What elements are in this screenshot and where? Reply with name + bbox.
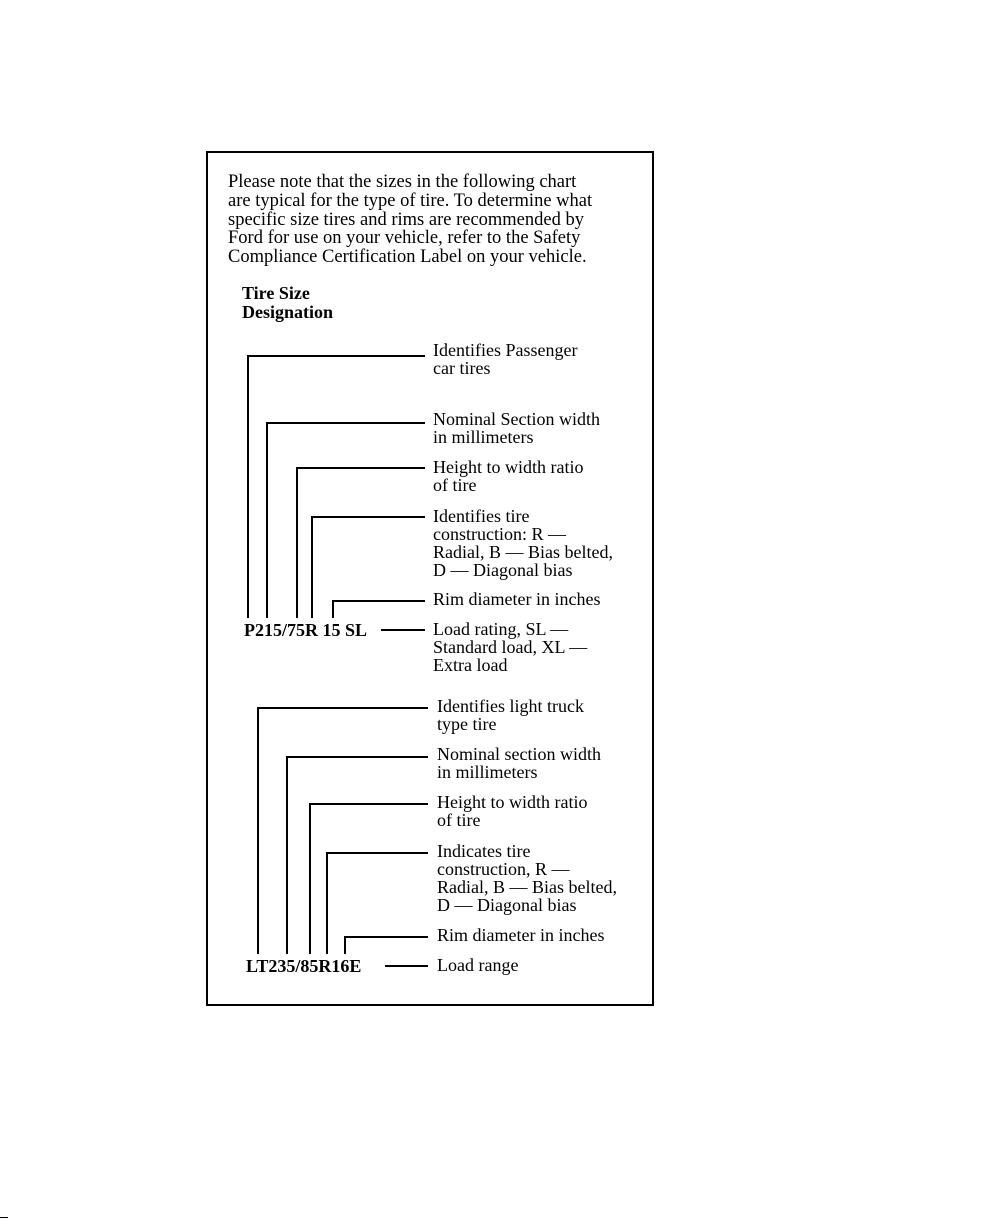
truck-label-section-width: Nominal section width in millimeters <box>437 744 601 782</box>
truck-label-construction: Indicates tire construction, R — Radial, B — Bias belted, D — Diagonal bias <box>437 841 617 915</box>
truck-label-tire-type: Identifies light truck type tire <box>437 696 584 734</box>
intro-note: Please note that the sizes in the following chart are typical for the type of tire. To determine what specific size tires and rims are recommended by Ford for use on your vehicle, refer to the Safety Compliance Certification Label on your vehicle. <box>228 172 593 268</box>
truck-label-load-range: Load range <box>437 955 519 975</box>
truck-tire-code: LT235/85R16E <box>246 956 362 976</box>
passenger-leader-2 <box>267 423 425 618</box>
page-edge-mark <box>0 1217 8 1218</box>
passenger-leader-3 <box>297 468 425 618</box>
truck-leader-1 <box>258 708 428 954</box>
passenger-label-aspect-ratio: Height to width ratio of tire <box>433 457 584 495</box>
passenger-label-section-width: Nominal Section width in millimeters <box>433 409 600 447</box>
passenger-label-rim-diameter: Rim diameter in inches <box>433 589 601 609</box>
truck-label-rim-diameter: Rim diameter in inches <box>437 925 605 945</box>
tire-size-heading: Tire Size Designation <box>242 283 334 322</box>
truck-leader-5 <box>345 937 428 954</box>
truck-leader-4 <box>327 853 428 954</box>
passenger-label-tire-type: Identifies Passenger car tires <box>433 340 578 378</box>
passenger-leader-5 <box>333 601 425 618</box>
passenger-leader-4 <box>312 517 425 618</box>
passenger-label-load-rating: Load rating, SL — Standard load, XL — Extra load <box>433 619 588 675</box>
passenger-label-construction: Identifies tire construction: R — Radial, B — Bias belted, D — Diagonal bias <box>433 506 613 580</box>
truck-leader-2 <box>287 757 428 954</box>
truck-label-aspect-ratio: Height to width ratio of tire <box>437 792 588 830</box>
passenger-leader-1 <box>248 356 425 618</box>
passenger-tire-code: P215/75R 15 SL <box>244 620 368 640</box>
